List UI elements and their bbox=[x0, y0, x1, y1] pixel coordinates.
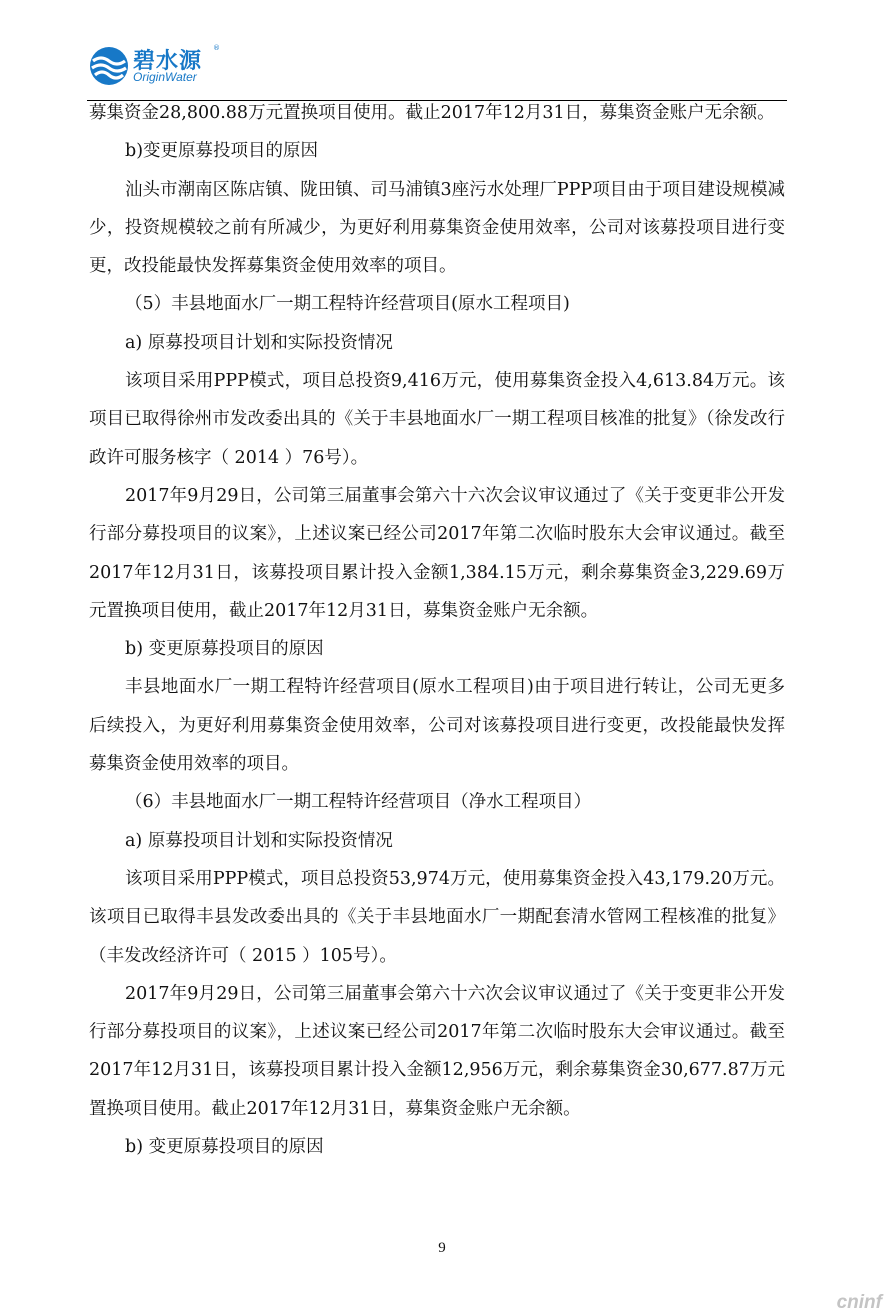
section-heading: a) 原募投项目计划和实际投资情况 bbox=[125, 830, 393, 851]
document-body bbox=[89, 94, 785, 1166]
paragraph: 2017年9月29日，公司第三届董事会第六十六次会议审议通过了《关于变更非公开发行部分募投项目的议案》，上述议案已经公司2017年第二次临时股东大会审议通过。截至2017年12月31日，该募投项目累计投入金额12,956万元，剩余募集资金30,677.87万元置换项目使用。截止2017年12月31日，募集资金账户无余额。 bbox=[89, 983, 785, 1119]
page-number: 9 bbox=[438, 1240, 446, 1256]
paragraph: 募集资金28,800.88万元置换项目使用。截止2017年12月31日，募集资金账户无余额。 bbox=[89, 103, 775, 123]
section-heading: （6）丰县地面水厂一期工程特许经营项目（净水工程项目） bbox=[125, 792, 592, 813]
logo-chinese-name: 碧水源 bbox=[133, 49, 203, 74]
section-heading: b)变更原募投项目的原因 bbox=[125, 141, 319, 162]
registered-mark: ® bbox=[213, 44, 220, 52]
paragraph: 2017年9月29日，公司第三届董事会第六十六次会议审议通过了《关于变更非公开发行部分募投项目的议案》，上述议案已经公司2017年第二次临时股东大会审议通过。截至2017年12月31日，该募投项目累计投入金额1,384.15万元，剩余募集资金3,229.69万元置换项目使用，截止2017年12月31日，募集资金账户无余额。 bbox=[89, 485, 785, 621]
logo-english-name: OriginWater bbox=[133, 70, 197, 84]
section-heading: a) 原募投项目计划和实际投资情况 bbox=[125, 332, 393, 353]
paragraph: 丰县地面水厂一期工程特许经营项目(原水工程项目)由于项目进行转让，公司无更多后续投入，为更好利用募集资金使用效率，公司对该募投项目进行变更，改投能最快发挥募集资金使用效率的项目。 bbox=[89, 677, 785, 775]
section-heading: （5）丰县地面水厂一期工程特许经营项目(原水工程项目) bbox=[125, 294, 570, 315]
paragraph: 该项目采用PPP模式，项目总投资9,416万元，使用募集资金投入4,613.84万元。该项目已取得徐州市发改委出具的《关于丰县地面水厂一期工程项目核准的批复》（徐发改行政许可服务核字（ 2014 ）76号）。 bbox=[89, 371, 785, 468]
paragraph: 该项目采用PPP模式，项目总投资53,974万元，使用募集资金投入43,179.20万元。该项目已取得丰县发改委出具的《关于丰县地面水厂一期配套清水管网工程核准的批复》（丰发改经济许可（ 2015 ）105号）。 bbox=[89, 868, 785, 966]
section-heading: b) 变更原募投项目的原因 bbox=[125, 639, 324, 660]
section-heading: b) 变更原募投项目的原因 bbox=[125, 1137, 324, 1158]
watermark: cninf bbox=[836, 1292, 882, 1313]
water-wave-logo-icon bbox=[89, 46, 129, 86]
paragraph: 汕头市潮南区陈店镇、陇田镇、司马浦镇3座污水处理厂PPP项目由于项目建设规模减少，投资规模较之前有所减少，为更好利用募集资金使用效率，公司对该募投项目进行变更，改投能最快发挥募集资金使用效率的项目。 bbox=[89, 179, 785, 277]
